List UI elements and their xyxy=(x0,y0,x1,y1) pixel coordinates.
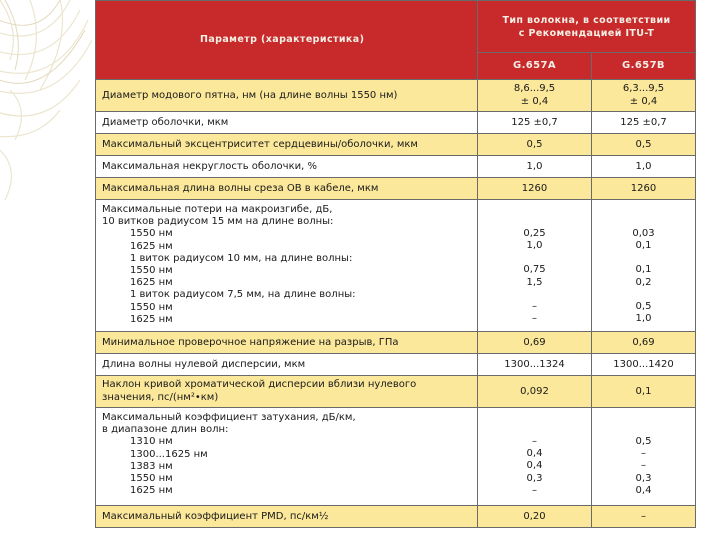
value-b: 1300...1420 xyxy=(592,354,696,376)
row-cladding-diameter xyxy=(96,112,696,134)
spec-table-document xyxy=(95,0,695,540)
row-macrobend-loss xyxy=(96,200,696,332)
value-b: 6,3...9,5 ± 0,4 xyxy=(592,80,696,112)
decorative-ornament xyxy=(0,0,92,540)
row-label: Максимальный коэффициент затухания, дБ/км, в диапазоне длин волн: 1310 нм 1300...1625 нм 1383 нм 1550 нм 1625 нм xyxy=(96,408,478,506)
row-zero-dispersion-wavelength xyxy=(96,354,696,376)
value-b: 125 ±0,7 xyxy=(592,112,696,134)
value-a: 125 ±0,7 xyxy=(478,112,592,134)
row-dispersion-slope xyxy=(96,376,696,408)
value-b: 1260 xyxy=(592,178,696,200)
value-a: 0,25 1,0 0,75 1,5 – – xyxy=(478,200,592,332)
value-b: 1,0 xyxy=(592,156,696,178)
row-eccentricity xyxy=(96,134,696,156)
value-a: 0,092 xyxy=(478,376,592,408)
row-label: Максимальный коэффициент PMD, пс/км½ xyxy=(96,506,478,528)
value-a: 8,6...9,5 ± 0,4 xyxy=(478,80,592,112)
header-col-g657b: G.657B xyxy=(592,53,696,80)
header-param-label: Параметр (характеристика) xyxy=(200,34,365,45)
value-a: 1300...1324 xyxy=(478,354,592,376)
row-label: Максимальная некруглость оболочки, % xyxy=(96,156,478,178)
row-label: Наклон кривой хроматической дисперсии вблизи нулевого значения, пс/(нм²•км) xyxy=(96,376,478,408)
header-type-cell xyxy=(478,1,696,53)
header-type-line2: с Рекомендацией ITU-T xyxy=(518,27,655,39)
value-b: 0,1 xyxy=(592,376,696,408)
row-attenuation xyxy=(96,408,696,506)
value-b: 0,5 – – 0,3 0,4 xyxy=(592,408,696,506)
value-a: 0,69 xyxy=(478,332,592,354)
row-label: Диаметр оболочки, мкм xyxy=(96,112,478,134)
row-cutoff-wavelength xyxy=(96,178,696,200)
row-label: Минимальное проверочное напряжение на разрыв, ГПа xyxy=(96,332,478,354)
value-b: 0,5 xyxy=(592,134,696,156)
row-mode-field-diameter xyxy=(96,80,696,112)
fiber-spec-table xyxy=(95,0,696,528)
value-a: 1,0 xyxy=(478,156,592,178)
value-b: – xyxy=(592,506,696,528)
header-type-line1: Тип волокна, в соответствии xyxy=(502,15,671,27)
value-a: 1260 xyxy=(478,178,592,200)
row-non-circularity xyxy=(96,156,696,178)
row-pmd xyxy=(96,506,696,528)
value-a: – 0,4 0,4 0,3 – xyxy=(478,408,592,506)
row-proof-stress xyxy=(96,332,696,354)
row-label: Максимальный эксцентриситет сердцевины/оболочки, мкм xyxy=(96,134,478,156)
value-b: 0,03 0,1 0,1 0,2 0,5 1,0 xyxy=(592,200,696,332)
value-a: 0,20 xyxy=(478,506,592,528)
value-b: 0,69 xyxy=(592,332,696,354)
value-a: 0,5 xyxy=(478,134,592,156)
header-col-g657a: G.657A xyxy=(478,53,592,80)
row-label: Длина волны нулевой дисперсии, мкм xyxy=(96,354,478,376)
header-param-cell xyxy=(96,1,478,80)
row-label: Максимальная длина волны среза ОВ в кабеле, мкм xyxy=(96,178,478,200)
row-label: Диаметр модового пятна, нм (на длине волны 1550 нм) xyxy=(96,80,478,112)
row-label: Максимальные потери на макроизгибе, дБ, 10 витков радиусом 15 мм на длине волны: 1550 нм 1625 нм 1 виток радиусом 10 мм, на длине волны: 1550 нм 1625 нм 1 виток радиусом 7,5 мм, на длине волны: 1550 нм 1625 нм xyxy=(96,200,478,332)
